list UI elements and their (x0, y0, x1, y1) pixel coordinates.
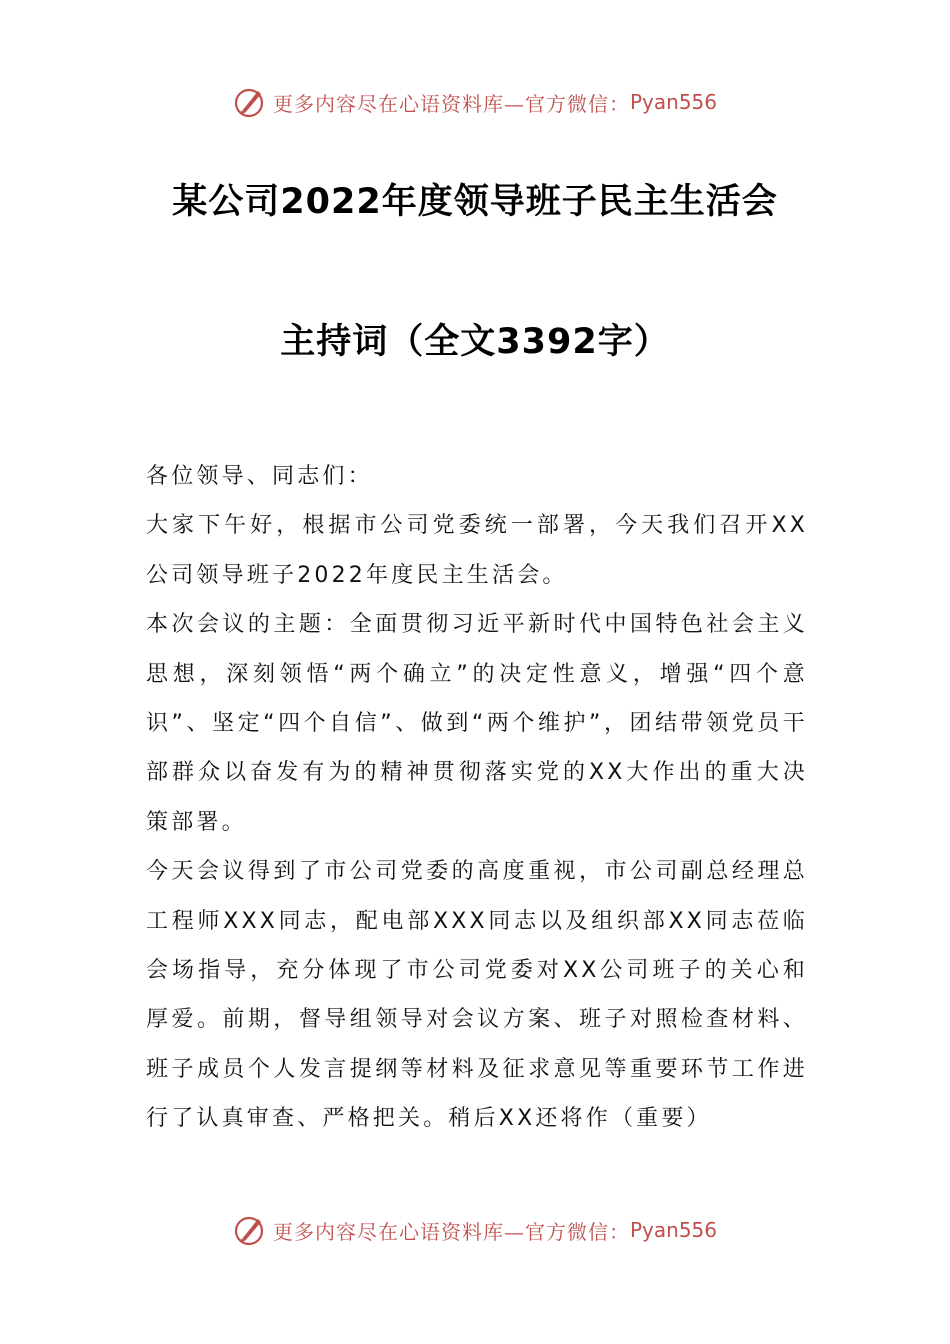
document-title-line-1: 某公司2022年度领导班子民主生活会 (172, 182, 778, 222)
watermark-wechat-id: Pyan556 (629, 1218, 717, 1242)
document-title-line-2: 主持词（全文3392字） (280, 322, 670, 362)
header-watermark (0, 82, 950, 122)
watermark-text: 更多内容尽在心语资料库—官方微信： (272, 91, 630, 116)
paragraph: 本次会议的主题：全面贯彻习近平新时代中国特色社会主义思想，深刻领悟“两个确立”的决定性意义，增强“四个意识”、坚定“四个自信”、做到“两个维护”，团结带领党员干部群众以奋发有为的精神贯彻落实党的XX大作出的重大决策部署。 (146, 612, 808, 835)
quill-logo-icon (233, 85, 267, 119)
paragraph: 大家下午好，根据市公司党委统一部署，今天我们召开XX公司领导班子2022年度民主生活会。 (146, 513, 808, 588)
document-body (146, 452, 808, 1144)
paragraph: 今天会议得到了市公司党委的高度重视，市公司副总经理总工程师XXX同志，配电部XXX同志以及组织部XX同志莅临会场指导，充分体现了市公司党委对XX公司班子的关心和厚爱。前期，督导组领导对会议方案、班子对照检查材料、班子成员个人发言提纲等材料及征求意见等重要环节工作进行了认真审查、严格把关。稍后XX还将作（重要） (146, 859, 808, 1132)
paragraph-salutation: 各位领导、同志们： (146, 464, 373, 489)
watermark-wechat-id: Pyan556 (629, 90, 717, 114)
watermark-text: 更多内容尽在心语资料库—官方微信： (272, 1219, 630, 1244)
quill-logo-icon (233, 1213, 267, 1247)
footer-watermark (0, 1210, 950, 1250)
